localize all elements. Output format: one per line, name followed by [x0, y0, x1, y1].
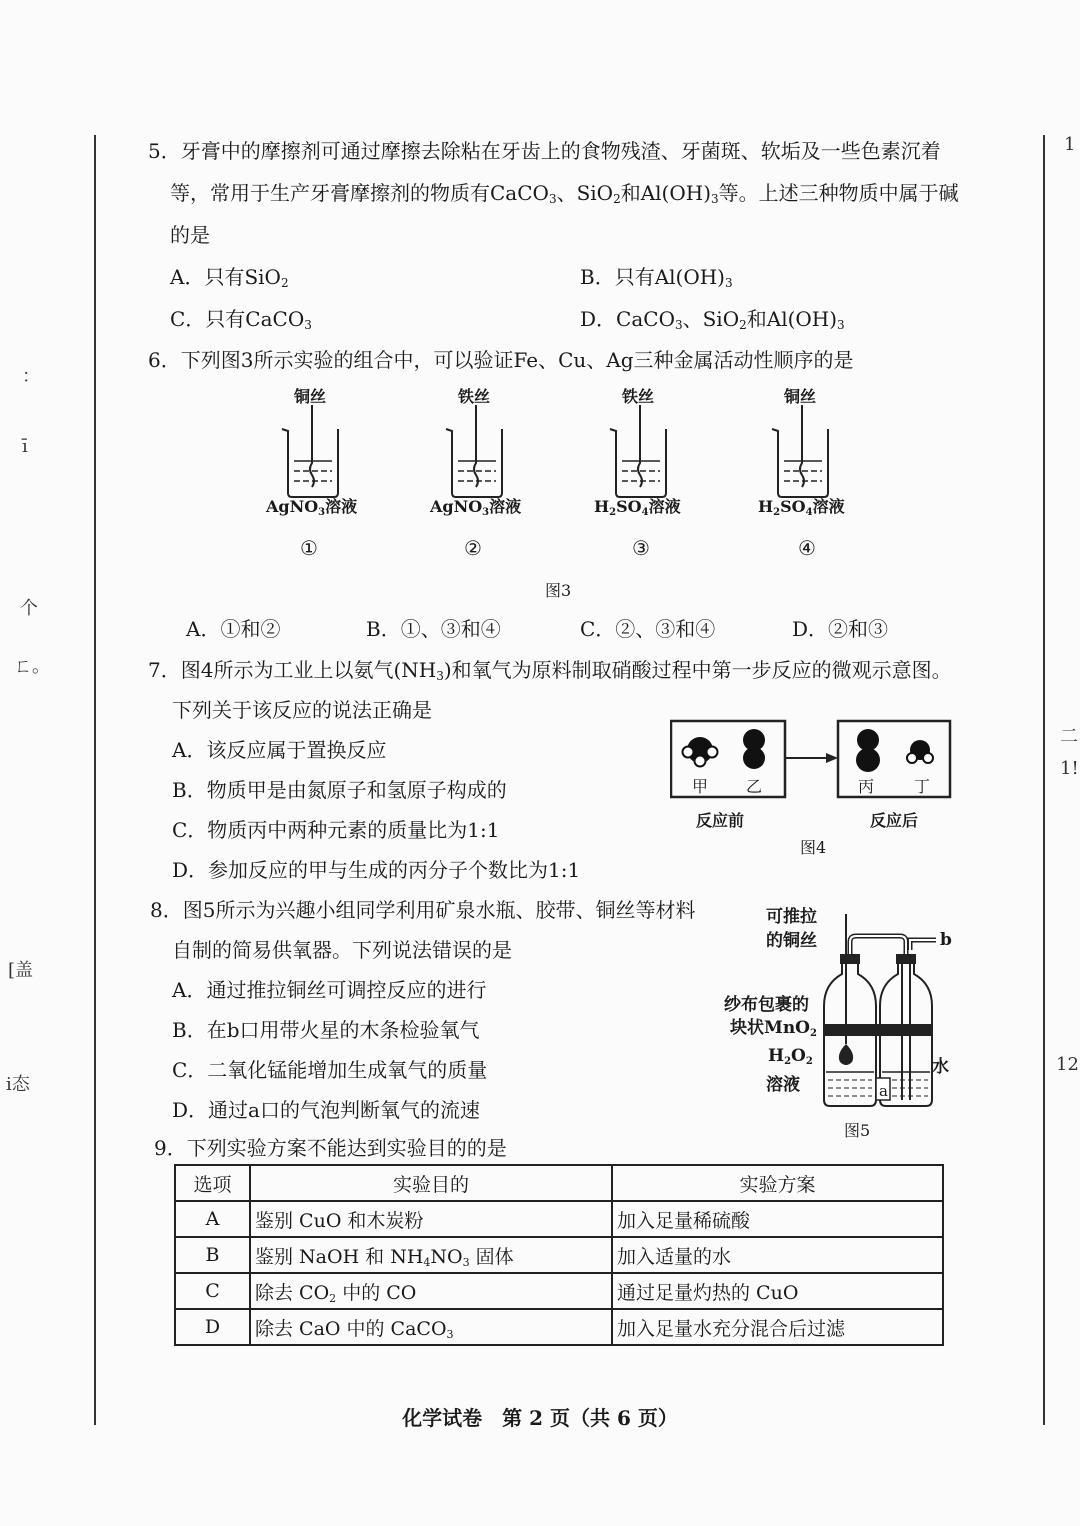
q6-option-b: B．①、③和④ — [366, 617, 501, 641]
text: H — [594, 497, 610, 516]
text: 等，常用于生产牙膏摩擦剂的物质有CaCO — [170, 181, 549, 205]
text: 溶液 — [325, 497, 358, 516]
header-plan: 实验方案 — [612, 1165, 943, 1201]
subscript: 2 — [613, 192, 621, 206]
subscript: 3 — [674, 318, 683, 332]
q6-option-a: A．①和② — [186, 617, 281, 641]
q5-option-d — [580, 307, 845, 331]
table-header-row — [175, 1165, 943, 1201]
q9-table — [174, 1164, 944, 1346]
subscript: 4 — [641, 507, 649, 518]
subscript: 3 — [837, 318, 845, 332]
label-gauze-2 — [730, 1013, 817, 1038]
margin-mark: ： — [22, 366, 40, 387]
q9-stem: 9．下列实验方案不能达到实验目的的是 — [154, 1136, 507, 1160]
figure-5-caption: 图5 — [844, 1121, 871, 1140]
beaker-3-number: ③ — [632, 536, 650, 560]
header-aim: 实验目的 — [250, 1165, 612, 1201]
label-after: 反应后 — [870, 811, 919, 830]
beaker-2 — [446, 405, 502, 497]
figure-4-caption: 图4 — [800, 838, 827, 857]
label-h2o2 — [768, 1046, 813, 1066]
text: 除去 CO — [255, 1281, 330, 1304]
q8-line2: 自制的简易供氧器。下列说法错误的是 — [172, 938, 512, 962]
q7-option-b: B．物质甲是由氮原子和氢原子构成的 — [172, 778, 507, 802]
subscript: 3 — [711, 192, 719, 206]
beaker-3-wire: 铁丝 — [622, 387, 655, 406]
table-row — [175, 1273, 943, 1309]
margin-mark: 1 — [1064, 134, 1076, 155]
text: H — [758, 497, 774, 516]
q7-option-d: D．参加反应的甲与生成的丙分子个数比为1:1 — [172, 858, 581, 882]
beaker-4 — [772, 405, 828, 497]
label-port-b: b — [940, 930, 952, 950]
margin-mark: [盖 — [8, 960, 34, 981]
beaker-1-wire: 铜丝 — [294, 387, 327, 406]
subscript: 3 — [462, 1255, 470, 1269]
margin-mark: 个 — [20, 598, 38, 619]
text: AgNO — [266, 497, 319, 516]
label-water: 水 — [932, 1057, 949, 1077]
text: 、SiO — [682, 307, 740, 331]
text: 溶液 — [489, 497, 522, 516]
label-push-wire-1: 可推拉 — [766, 907, 817, 927]
q5-line1: 5．牙膏中的摩擦剂可通过摩擦去除粘在牙齿上的食物残渣、牙菌斑、软垢及一些色素沉着 — [148, 139, 941, 163]
header-option: 选项 — [175, 1165, 250, 1201]
text: D．CaCO — [580, 307, 675, 331]
row-plan: 加入足量水充分混合后过滤 — [612, 1309, 943, 1345]
row-plan: 加入适量的水 — [612, 1237, 943, 1273]
text: AgNO — [430, 497, 483, 516]
q8-option-c: C．二氧化锰能增加生成氧气的质量 — [172, 1058, 488, 1082]
q6-stem: 6．下列图3所示实验的组合中，可以验证Fe、Cu、Ag三种金属活动性顺序的是 — [148, 348, 854, 372]
subscript: 2 — [773, 507, 781, 518]
q8-line1: 8．图5所示为兴趣小组同学利用矿泉水瓶、胶带、铜丝等材料 — [150, 898, 696, 922]
text: SO — [780, 497, 806, 516]
q7-stem — [148, 658, 952, 682]
beaker-1-solution — [266, 494, 357, 517]
row-plan: 通过足量灼热的 CuO — [612, 1273, 943, 1309]
subscript: 3 — [548, 192, 557, 206]
text: )和氧气为原料制取硝酸过程中第一步反应的微观示意图。 — [443, 658, 952, 682]
q5-line3: 的是 — [170, 223, 210, 247]
left-margin-line — [94, 135, 96, 1425]
row-key: C — [175, 1273, 250, 1309]
text: H — [768, 1046, 785, 1066]
margin-mark: ī — [22, 436, 28, 457]
text: SO — [616, 497, 642, 516]
text: 7．图4所示为工业上以氨气(NH — [148, 658, 437, 682]
q6-option-c: C．②、③和④ — [580, 617, 716, 641]
label-ding: 丁 — [914, 777, 931, 796]
table-row — [175, 1237, 943, 1273]
margin-mark: 12 — [1056, 1054, 1079, 1075]
molecule-bing — [856, 729, 880, 772]
text: 溶液 — [648, 497, 681, 516]
right-margin-line — [1043, 135, 1045, 1425]
row-plan: 加入足量稀硫酸 — [612, 1201, 943, 1237]
subscript: 3 — [436, 669, 444, 683]
text: 溶液 — [812, 497, 845, 516]
row-aim — [250, 1201, 612, 1237]
subscript: 2 — [805, 1056, 813, 1067]
subscript: 2 — [609, 507, 617, 518]
text: C．只有CaCO — [170, 307, 305, 331]
subscript: 3 — [304, 318, 312, 332]
margin-mark: 二 — [1060, 726, 1078, 747]
subscript: 4 — [805, 507, 813, 518]
row-key: D — [175, 1309, 250, 1345]
label-jia: 甲 — [692, 777, 709, 796]
margin-mark: i态 — [6, 1074, 30, 1095]
q7-option-c: C．物质丙中两种元素的质量比为1:1 — [172, 818, 500, 842]
text: 、SiO — [556, 181, 614, 205]
q5-option-c — [170, 307, 312, 331]
subscript: 2 — [784, 1056, 792, 1067]
label-bing: 丙 — [858, 777, 875, 796]
figure-3-caption: 图3 — [545, 581, 572, 600]
subscript: 2 — [739, 318, 747, 332]
molecule-jia — [683, 737, 718, 767]
molecule-yi — [743, 729, 765, 769]
page-footer: 化学试卷 第 2 页（共 6 页） — [402, 1406, 678, 1430]
subscript: 3 — [446, 1327, 454, 1341]
row-key: A — [175, 1201, 250, 1237]
q5-line2 — [170, 181, 959, 205]
text: 固体 — [469, 1245, 514, 1268]
beaker-2-number: ② — [464, 536, 482, 560]
text: A．只有SiO — [170, 265, 281, 289]
q5-option-b — [580, 265, 733, 289]
q8-option-b: B．在b口用带火星的木条检验氧气 — [172, 1018, 480, 1042]
text: 鉴别 CuO 和木炭粉 — [255, 1209, 424, 1232]
q8-option-d: D．通过a口的气泡判断氧气的流速 — [172, 1098, 480, 1122]
subscript: 3 — [482, 507, 490, 518]
beaker-3 — [610, 405, 666, 497]
text: 中的 CO — [336, 1281, 417, 1304]
text: 和Al(OH) — [620, 181, 712, 205]
beaker-1-number: ① — [300, 536, 318, 560]
label-gauze-1: 纱布包裹的 — [724, 995, 809, 1015]
subscript: 3 — [318, 507, 326, 518]
beaker-4-solution — [758, 494, 845, 517]
row-aim — [250, 1237, 612, 1273]
text: 鉴别 NaOH 和 NH — [255, 1245, 424, 1268]
q7-option-a: A．该反应属于置换反应 — [172, 738, 387, 762]
beaker-2-solution — [430, 494, 521, 517]
q7-line2: 下列关于该反应的说法正确是 — [172, 698, 432, 722]
subscript: 4 — [423, 1255, 431, 1269]
text: NO — [430, 1245, 463, 1268]
text: 除去 CaO 中的 CaCO — [255, 1317, 447, 1340]
text: 等。上述三种物质中属于碱 — [718, 181, 959, 205]
beaker-4-wire: 铜丝 — [784, 387, 817, 406]
margin-mark: ㄈ。 — [14, 656, 50, 677]
subscript: 2 — [280, 276, 289, 290]
beaker-4-number: ④ — [798, 536, 816, 560]
label-yi: 乙 — [746, 777, 763, 796]
row-aim — [250, 1273, 612, 1309]
label-push-wire-2: 的铜丝 — [766, 931, 817, 951]
figure-4-reaction — [670, 718, 955, 802]
subscript: 2 — [810, 1028, 817, 1039]
q8-option-a: A．通过推拉铜丝可调控反应的进行 — [172, 978, 487, 1002]
row-key: B — [175, 1237, 250, 1273]
table-row — [175, 1201, 943, 1237]
beaker-3-solution — [594, 494, 681, 517]
text: 和Al(OH) — [746, 307, 838, 331]
molecule-ding — [907, 740, 933, 763]
label-solution: 溶液 — [766, 1075, 800, 1095]
text: 块状MnO — [730, 1018, 810, 1038]
margin-mark: 1! — [1060, 758, 1079, 779]
q5-option-a — [170, 265, 289, 289]
subscript: 2 — [329, 1291, 337, 1305]
subscript: 3 — [724, 276, 733, 290]
q6-option-d: D．②和③ — [792, 617, 889, 641]
beaker-2-wire: 铁丝 — [458, 387, 491, 406]
text: O — [791, 1046, 806, 1066]
beaker-1 — [282, 405, 338, 497]
row-aim — [250, 1309, 612, 1345]
table-row — [175, 1309, 943, 1345]
label-before: 反应前 — [696, 811, 745, 830]
label-port-a: a — [879, 1082, 888, 1100]
text: B．只有Al(OH) — [580, 265, 725, 289]
figure-3-beakers — [260, 405, 880, 505]
